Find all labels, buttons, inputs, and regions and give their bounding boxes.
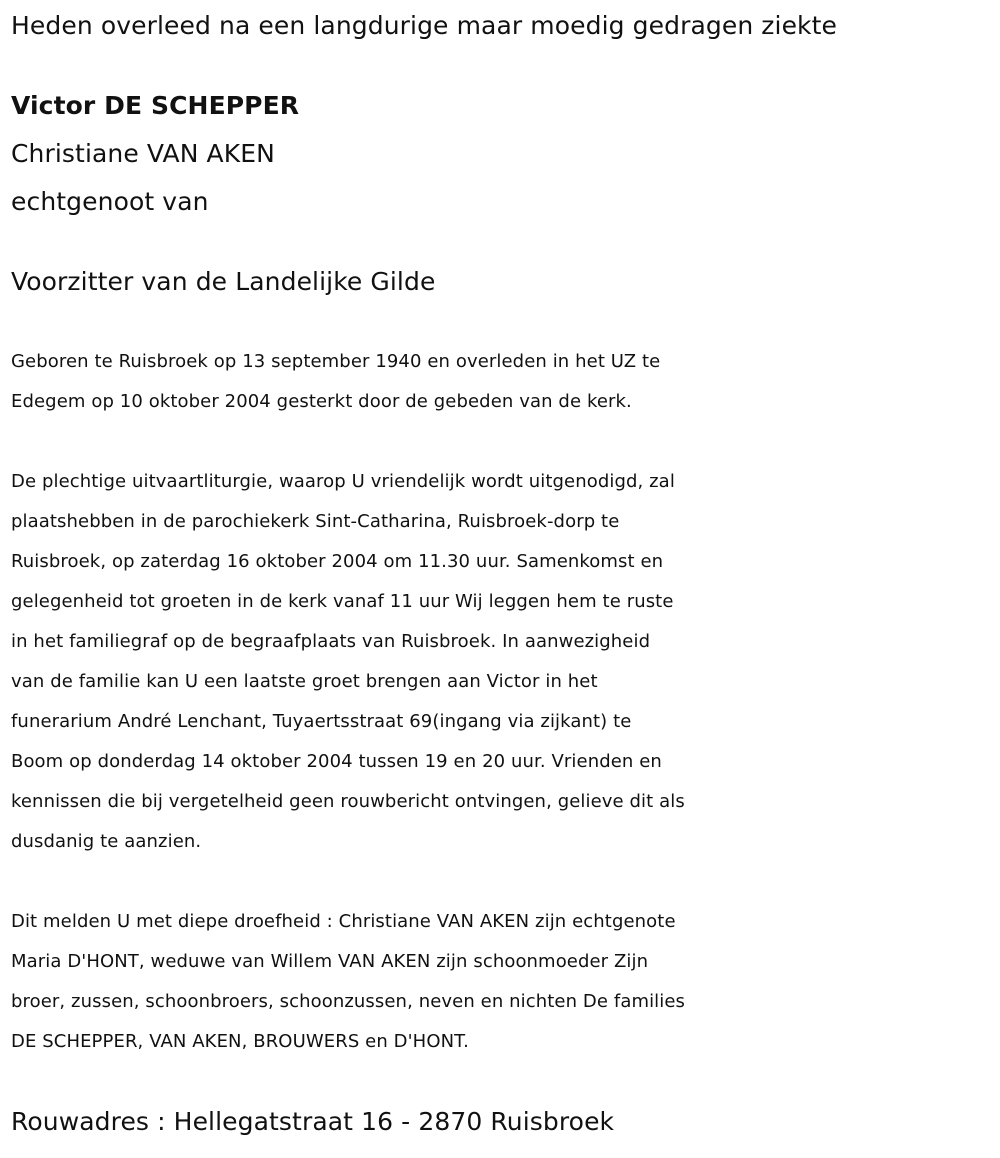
paragraph-line: Geboren te Ruisbroek op 13 september 1940 en overleden in het UZ te [11, 351, 661, 372]
paragraph-line: Ruisbroek, op zaterdag 16 oktober 2004 om 11.30 uur. Samenkomst en [11, 551, 664, 572]
paragraph-line: in het familiegraf op de begraafplaats van Ruisbroek. In aanwezigheid [11, 631, 651, 652]
paragraph-line: Dit melden U met diepe droefheid : Christiane VAN AKEN zijn echtgenote [11, 911, 676, 932]
paragraph-line: Edegem op 10 oktober 2004 gesterkt door de gebeden van de kerk. [11, 391, 632, 412]
paragraph-line: De plechtige uitvaartliturgie, waarop U vriendelijk wordt uitgenodigd, zal [11, 471, 675, 492]
intro-text: Heden overleed na een langdurige maar moedig gedragen ziekte [11, 11, 838, 40]
ceremony-paragraph [11, 462, 996, 862]
paragraph-line: DE SCHEPPER, VAN AKEN, BROUWERS en D'HONT. [11, 1031, 469, 1052]
paragraph-line: Maria D'HONT, weduwe van Willem VAN AKEN zijn schoonmoeder Zijn [11, 951, 649, 972]
deceased-name: Victor DE SCHEPPER [11, 91, 300, 120]
paragraph-line: broer, zussen, schoonbroers, schoonzussen, neven en nichten De families [11, 991, 686, 1012]
paragraph-line: gelegenheid tot groeten in de kerk vanaf 11 uur Wij leggen hem te ruste [11, 591, 674, 612]
paragraph-line: Boom op donderdag 14 oktober 2004 tussen 19 en 20 uur. Vrienden en [11, 751, 662, 772]
mourners-paragraph [11, 902, 996, 1062]
paragraph-line: dusdanig te aanzien. [11, 831, 202, 852]
paragraph-line: kennissen die bij vergetelheid geen rouwbericht ontvingen, gelieve dit als [11, 791, 685, 812]
title-text: Voorzitter van de Landelijke Gilde [11, 267, 436, 296]
paragraph-line: van de familie kan U een laatste groet brengen aan Victor in het [11, 671, 598, 692]
paragraph-line: plaatshebben in de parochiekerk Sint-Catharina, Ruisbroek-dorp te [11, 511, 620, 532]
relation-text: echtgenoot van [11, 187, 209, 216]
funeral-address: Rouwadres : Hellegatstraat 16 - 2870 Ruisbroek [11, 1107, 615, 1136]
paragraph-line: funerarium André Lenchant, Tuyaertsstraat 69(ingang via zijkant) te [11, 711, 632, 732]
birth-death-paragraph [11, 342, 996, 422]
spouse-name: Christiane VAN AKEN [11, 139, 275, 168]
